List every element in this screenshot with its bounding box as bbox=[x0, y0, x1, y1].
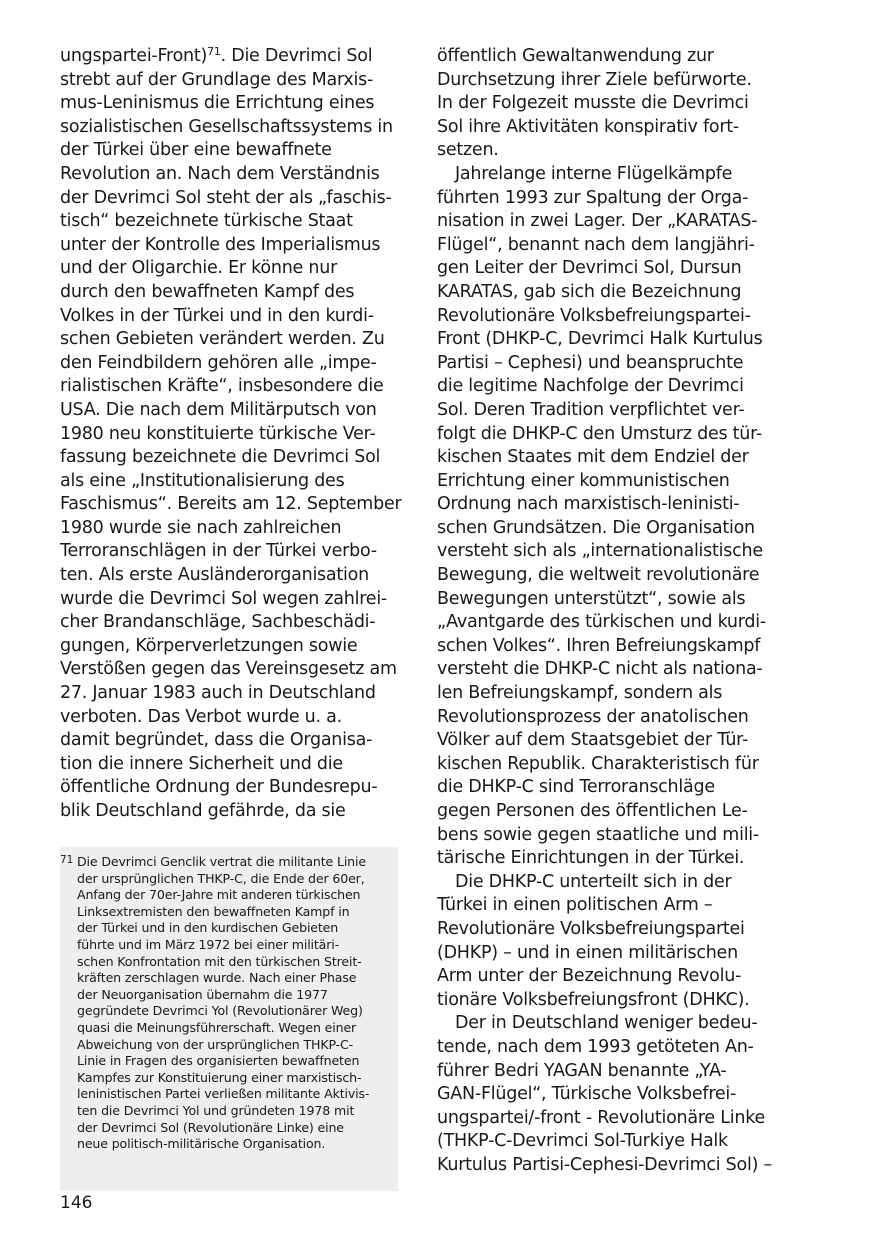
text-line: (THKP-C-Devrimci Sol-Turkiye Halk bbox=[437, 1131, 728, 1152]
text-line: Ordnung nach marxistisch-leninisti- bbox=[437, 494, 740, 515]
footnote-number: 71 bbox=[60, 854, 74, 866]
left-column-body bbox=[60, 69, 405, 824]
text-line: schen Volkes“. Ihren Befreiungskampf bbox=[437, 635, 761, 656]
text-line: „Avantgarde des türkischen und kurdi- bbox=[437, 612, 766, 633]
footnote-text bbox=[77, 854, 398, 1153]
text-line: bens sowie gegen staatliche und mili- bbox=[437, 824, 759, 845]
footnote-line: ten die Devrimci Yol und gründeten 1978 mit bbox=[77, 1102, 355, 1118]
text-line: als eine „Institutionalisierung des bbox=[60, 470, 345, 491]
text-line: ungspartei-Front)$^{71}$. Die Devrimci Sol bbox=[60, 45, 373, 66]
footnote-line: Linie in Fragen des organisierten bewaffneten bbox=[77, 1053, 360, 1069]
footnote-line: schen Konfrontation mit den türkischen Streit- bbox=[77, 953, 362, 969]
text-line: wurde die Devrimci Sol wegen zahlrei- bbox=[60, 588, 387, 609]
text-line: Völker auf dem Staatsgebiet der Tür- bbox=[437, 730, 749, 751]
text-line: Verstößen gegen das Vereinsgesetz am bbox=[60, 659, 397, 680]
text-line: gungen, Körperverletzungen sowie bbox=[60, 635, 358, 656]
text-line: Terroranschlägen in der Türkei verbo- bbox=[60, 541, 377, 562]
text-line: Die DHKP-C unterteilt sich in der bbox=[455, 871, 732, 892]
footnote-line: Linksextremisten den bewaffneten Kampf in bbox=[77, 903, 350, 919]
footnote-line: Abweichung von der ursprünglichen THKP-C- bbox=[77, 1036, 354, 1052]
text-line: tende, nach dem 1993 getöteten An- bbox=[437, 1036, 754, 1057]
text-line: Kurtulus Partisi-Cephesi-Devrimci Sol) – bbox=[437, 1154, 772, 1175]
text-line: tion die innere Sicherheit und die bbox=[60, 753, 343, 774]
text-line: Revolution an. Nach dem Verständnis bbox=[60, 163, 380, 184]
text-line: der Devrimci Sol steht der als „faschis- bbox=[60, 187, 392, 208]
text-line: die legitime Nachfolge der Devrimci bbox=[437, 376, 744, 397]
footnote-line: führte und im März 1972 bei einer militäri- bbox=[77, 936, 340, 952]
text-line: cher Brandanschläge, Sachbeschädi- bbox=[60, 612, 376, 633]
footnote-line: leninistischen Partei verließen militante Aktivis- bbox=[77, 1086, 370, 1102]
text-line: tisch“ bezeichnete türkische Staat bbox=[60, 211, 353, 232]
text-line: Partisi – Cephesi) und beanspruchte bbox=[437, 352, 744, 373]
text-line: GAN-Flügel“, Türkische Volksbefrei- bbox=[437, 1084, 737, 1105]
right-column-body bbox=[437, 45, 782, 1178]
text-line: kischen Staates mit dem Endziel der bbox=[437, 447, 749, 468]
text-line: mus-Leninismus die Errichtung eines bbox=[60, 93, 375, 114]
text-line: Jahrelange interne Flügelkämpfe bbox=[455, 163, 733, 184]
text-line: USA. Die nach dem Militärputsch von bbox=[60, 399, 377, 420]
text-line: gen Leiter der Devrimci Sol, Dursun bbox=[437, 258, 742, 279]
text-line: Sol ihre Aktivitäten konspirativ fort- bbox=[437, 116, 739, 137]
text-line: 1980 neu konstituierte türkische Ver- bbox=[60, 423, 376, 444]
text-line: nisation in zwei Lager. Der „KARATAS- bbox=[437, 211, 758, 232]
text-line: damit begründet, dass die Organisa- bbox=[60, 730, 373, 751]
text-line: verboten. Das Verbot wurde u. a. bbox=[60, 706, 342, 727]
text-line: den Feindbildern gehören alle „impe- bbox=[60, 352, 377, 373]
text-line: KARATAS, gab sich die Bezeichnung bbox=[437, 281, 742, 302]
text-line: öffentlich Gewaltanwendung zur bbox=[437, 46, 714, 66]
text-line: Türkei in einen politischen Arm – bbox=[437, 895, 713, 916]
text-line: kischen Republik. Charakteristisch für bbox=[437, 753, 759, 774]
left-column bbox=[60, 45, 405, 824]
footnote-line: der ursprünglichen THKP-C, die Ende der 60er, bbox=[77, 870, 365, 886]
text-line: Sol. Deren Tradition verpflichtet ver- bbox=[437, 399, 745, 420]
footnote-line: gegründete Devrimci Yol (Revolutionärer Weg) bbox=[77, 1003, 363, 1019]
text-line: Der in Deutschland weniger bedeu- bbox=[455, 1013, 758, 1034]
text-line: versteht die DHKP-C nicht als nationa- bbox=[437, 659, 763, 680]
text-line: Bewegung, die weltweit revolutionäre bbox=[437, 565, 760, 586]
text-line: Revolutionsprozess der anatolischen bbox=[437, 706, 749, 727]
page-number: 146 bbox=[60, 1193, 93, 1213]
text-line: führer Bedri YAGAN benannte „YA- bbox=[437, 1060, 727, 1081]
text-line: ten. Als erste Ausländerorganisation bbox=[60, 565, 369, 586]
text-line: der Türkei über eine bewaffnete bbox=[60, 140, 332, 161]
text-line: tärische Einrichtungen in der Türkei. bbox=[437, 848, 745, 869]
text-line: die DHKP-C sind Terroranschläge bbox=[437, 777, 715, 798]
text-line: 1980 wurde sie nach zahlreichen bbox=[60, 517, 342, 538]
text-line: Revolutionäre Volksbefreiungspartei bbox=[437, 918, 745, 939]
text-line: Revolutionäre Volksbefreiungspartei- bbox=[437, 305, 751, 326]
text-line: und der Oligarchie. Er könne nur bbox=[60, 258, 338, 279]
right-column bbox=[437, 45, 782, 1178]
footnote-line: der Türkei und in den kurdischen Gebieten bbox=[77, 920, 339, 936]
text-line: ungspartei/-front - Revolutionäre Linke bbox=[437, 1107, 765, 1128]
text-line: (DHKP) – und in einen militärischen bbox=[437, 942, 738, 963]
text-line: gegen Personen des öffentlichen Le- bbox=[437, 801, 748, 821]
text-line: führten 1993 zur Spaltung der Orga- bbox=[437, 187, 749, 208]
text-line: versteht sich als „internationalistische bbox=[437, 541, 763, 562]
footnote-line: der Devrimci Sol (Revolutionäre Linke) eine bbox=[77, 1119, 344, 1135]
text-line: schen Gebieten verändert werden. Zu bbox=[60, 329, 385, 350]
footnote-line: Kampfes zur Konstituierung einer marxistisch- bbox=[77, 1069, 362, 1085]
text-line: Errichtung einer kommunistischen bbox=[437, 470, 730, 491]
footnote-line: der Neuorganisation übernahm die 1977 bbox=[77, 986, 328, 1002]
text-line: rialistischen Kräfte“, insbesondere die bbox=[60, 376, 384, 397]
footnote-line: quasi die Meinungsführerschaft. Wegen einer bbox=[77, 1019, 357, 1035]
footnote-line: Anfang der 70er-Jahre mit anderen türkischen bbox=[77, 887, 361, 903]
footnote-box bbox=[60, 847, 398, 1191]
text-line: Bewegungen unterstützt“, sowie als bbox=[437, 588, 746, 609]
text-line: fassung bezeichnete die Devrimci Sol bbox=[60, 447, 381, 468]
text-line: schen Grundsätzen. Die Organisation bbox=[437, 517, 755, 538]
text-line: Durchsetzung ihrer Ziele befürworte. bbox=[437, 69, 752, 90]
text-line: folgt die DHKP-C den Umsturz des tür- bbox=[437, 423, 762, 444]
text-line: len Befreiungskampf, sondern als bbox=[437, 683, 723, 704]
footnote-line: Die Devrimci Genclik vertrat die militante Linie bbox=[77, 854, 366, 869]
text-line: strebt auf der Grundlage des Marxis- bbox=[60, 69, 374, 90]
footnote-line: neue politisch-militärische Organisation. bbox=[77, 1136, 326, 1152]
footnote-line: kräften zerschlagen wurde. Nach einer Phase bbox=[77, 970, 357, 986]
text-line: sozialistischen Gesellschaftssystems in bbox=[60, 116, 393, 137]
text-line: tionäre Volksbefreiungsfront (DHKC). bbox=[437, 989, 750, 1010]
text-line: Front (DHKP-C, Devrimci Halk Kurtulus bbox=[437, 329, 763, 350]
footnote-reference[interactable]: 71 bbox=[207, 45, 221, 58]
text-line: Flügel“, benannt nach dem langjähri- bbox=[437, 234, 755, 255]
text-line: öffentliche Ordnung der Bundesrepu- bbox=[60, 777, 378, 798]
text-line: unter der Kontrolle des Imperialismus bbox=[60, 234, 381, 255]
text-line: blik Deutschland gefährde, da sie bbox=[60, 801, 346, 821]
text-line: 27. Januar 1983 auch in Deutschland bbox=[60, 683, 376, 704]
text-line: In der Folgezeit musste die Devrimci bbox=[437, 93, 749, 114]
text-line: Volkes in der Türkei und in den kurdi- bbox=[60, 305, 374, 326]
text-line: durch den bewaffneten Kampf des bbox=[60, 281, 355, 302]
text-line: setzen. bbox=[437, 140, 499, 161]
text-line: Arm unter der Bezeichnung Revolu- bbox=[437, 966, 742, 987]
text-line: Faschismus“. Bereits am 12. September bbox=[60, 494, 402, 515]
